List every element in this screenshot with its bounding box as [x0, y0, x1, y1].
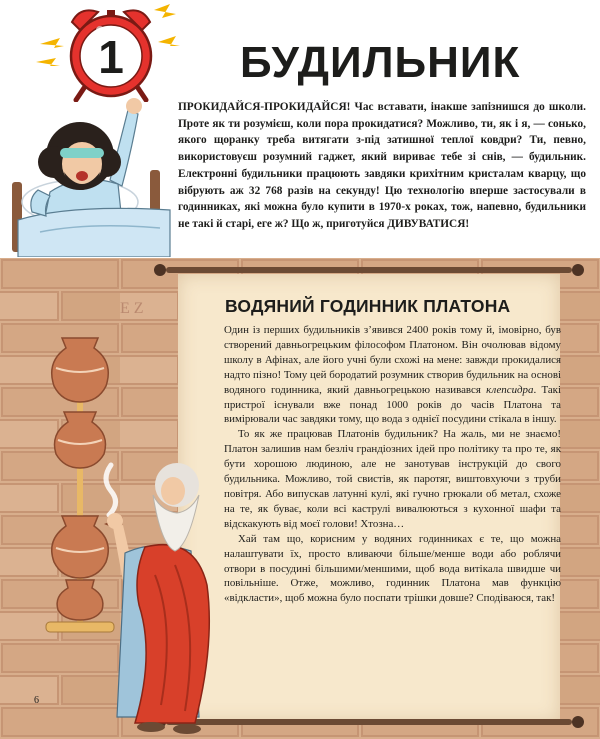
plato-illustration — [95, 455, 225, 735]
chapter-header-area — [0, 0, 600, 258]
paragraph-2: То як же працював Платонів будильник? На жаль, ми не знаємо! Платон залишив нам безліч грандіозних ідей про політику та про те, як бути хорошою людиною, але не занотував інструкцій до свого будильника. Можливо, той свистів, як паротяг, виштовхуючи з труби повітря. Або випускав латунні кулі, які гучно грюкали об метал, схоже на те, як буває, коли всі каструлі вивалюються з кухонної шафи та відскакують від моєї голови! Хтозна… — [224, 428, 561, 530]
term-klepsydra: клепсидра — [486, 383, 534, 396]
paragraph-1-a: Один із перших будильників з’явився 2400 років тому й, імовірно, був створений давньогрецьким філософом Платоном. Він очолював відому школу в Афінах, але його учні були схожі на мене: завжди прокидалися надто пізно! Тому цей бородатий розумник створив будильник на основі водяного годинника, який давньогрецькою називався — [224, 324, 561, 396]
intro-lead: ПРОКИДАЙСЯ-ПРОКИДАЙСЯ! — [178, 101, 351, 113]
paragraph-1 — [224, 323, 561, 427]
page-number: 6 — [34, 695, 39, 706]
sleepy-boy-illustration — [10, 92, 175, 257]
section-body — [224, 323, 561, 606]
chapter-number: 1 — [98, 31, 124, 83]
section-title: ВОДЯНИЙ ГОДИННИК ПЛАТОНА — [225, 296, 511, 316]
paragraph-1-b: . Такі пристрої існували вже понад 1000 років до часів Платона та вимірювали час завдяки тому, що вода з однієї посудини стікала в іншу. — [224, 383, 561, 426]
decorative-glyphs-left: Ε Ζ — [120, 300, 144, 317]
intro-end: ДИВУВАТИСЯ! — [387, 217, 470, 230]
intro-text: Час вставати, інакше запізнишся до школи. Проте як ти розумієш, коли пора прокидатися? Можливо, ти, як і я, — сонько, якого щоранку треба витягати з-під затишної теплої ковдри? Ти, певно, використовуєш розумний гаджет, який вириває тебе зі снів, — будильник. Електронні будильники працюють завдяки крихітним кристалам кварцу, що вібрують аж 32 768 разів на секунду! Цю технологію вперше застосували в годинниках, які можна було купити в 1970-х роках, тож, напевно, будильники не такі й старі, еге ж? Що ж, приготуйся — [178, 101, 586, 230]
paragraph-3: Хай там що, корисним у водяних годинниках є те, що можна налаштувати їх, просто вливаючи більше/менше води або роблячи отвори в посудині більшими/меншими, щоб вода витікала швидше чи повільніше. Отже, можливо, годинник Платона мав функцію «відкласти», щоб можна було поспати трішки довше? Сподіваюся, так! — [224, 532, 561, 605]
intro-paragraph — [178, 99, 586, 233]
chapter-title: БУДИЛЬНИК — [240, 38, 521, 87]
